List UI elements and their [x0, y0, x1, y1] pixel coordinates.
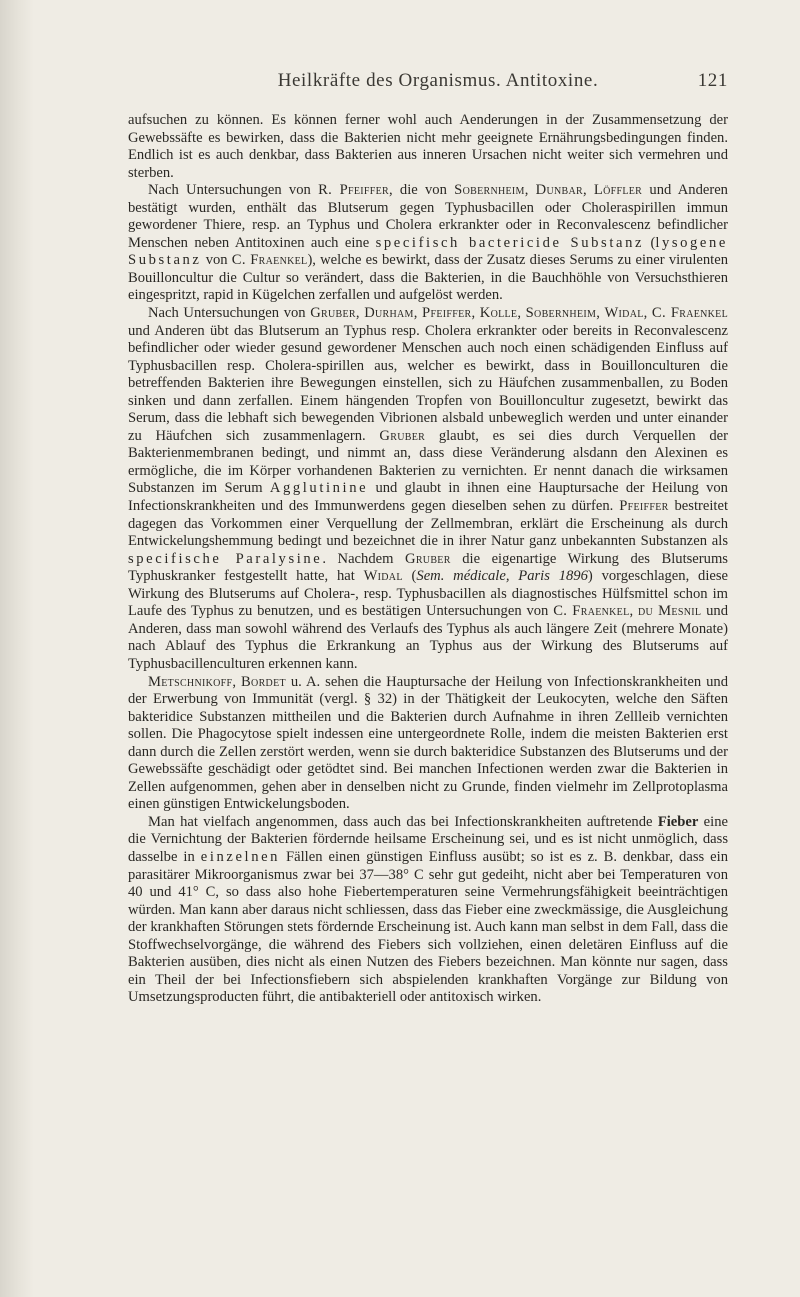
- text-run: Fieber: [657, 813, 699, 830]
- paragraph-2: [128, 182, 728, 305]
- text-run: Gruber: [405, 550, 451, 567]
- text-run: Sem. médicale, Paris 1896: [416, 568, 588, 585]
- text-run: Dunbar: [535, 182, 583, 199]
- text-run: u. A. sehen die Hauptursache der Heilung von Infectionskrankheiten und der Erwerbung von Immunität (vergl. § 32) in der Thätigkeit der Leukocyten, welche den Säften bakteridice Substanzen mittheilen und die Bakterien durch Aufnahme in ihren Zellleib vernichten sollen. Die Phagocytose spielt indessen eine untergeordnete Rolle, indem die meisten Bakterien erst dann durch die Zellen zerstört werden, wenn sie durch bakteridice Substanzen des Blutserums und der Gewebssäfte geschädigt oder getödtet sind. Bei manchen Infectionen werden zwar die Bakterien in Zellen aufgenommen, gehen aber in denselben nicht zu Grunde, finden vielmehr im Zellprotoplasma einen günstigen Entwickelungsboden.: [128, 673, 728, 813]
- running-head: [128, 70, 728, 92]
- text-run: und Anderen, dass man sowohl während des Verlaufs des Typhus als auch längere Zeit (mehrere Monate) nach Ablauf des Typhus die Erkrankung an Typhus aus der Wirkung des Blutserums auf Typhusbacillenculturen erkennen kann.: [128, 603, 728, 672]
- text-run: und glaubt in ihnen eine Hauptursache der Heilung von Infectionskrankheiten und des Immunwerdens gegen dieselben sehen zu dürfen.: [128, 480, 728, 515]
- text-run: Pfeiffer: [422, 305, 472, 322]
- text-run: bestreitet dagegen das Vorkommen einer Verquellung der Zellmembran, erklärt die Erscheinung als durch Entwickelungshemmung bedingt und bezeichnet die in ihrer Natur ganz unbekannten Substanzen als: [128, 498, 728, 550]
- text-run: Nach Untersuchungen von: [148, 305, 311, 322]
- text-run: ,: [471, 305, 480, 322]
- text-run: Löffler: [593, 182, 643, 199]
- text-run: glaubt, es sei dies durch Verquellen der Bakterienmembranen bedingt, und nimmt an, dass diese Veränderung alsdann den Alexinen es ermögliche, die im Körper vorhandenen Bakterien zu vernichten. Er nennt danach die wirksamen Substanzen im Serum: [128, 427, 728, 497]
- text-run: C. Fraenkel: [553, 603, 630, 620]
- text-run: ,: [524, 182, 536, 199]
- text-run: ,: [596, 305, 605, 322]
- text-run: (: [402, 568, 417, 585]
- text-run: Widal: [363, 568, 403, 585]
- text-run: Fällen einen günstigen Einfluss ausübt; so ist es z. B. denkbar, dass ein parasitärer Mikroorganismus zwar bei 37—38° C sehr gut gedeiht, nicht aber bei Temperaturen von 40 und 41° C, so dass also hohe Fiebertemperaturen seine Vermehrungsfähigkeit beeinträchtigen würden. Man kann aber daraus nicht schliessen, dass das Fieber eine zweckmässige, die Ausgleichung der krankhaften Störungen stets fördernde Erscheinung ist. Auch kann man selbst in dem Fall, dass die Stoffwechselvorgänge, die während des Fiebers sich vollziehen, einen deletären Einfluss auf die Bakterien ausüben, dies nicht als einen Nutzen des Fiebers bezeichnen. Man könnte nur sagen, dass ein Theil der bei Infectionsfiebern sich abspielenden krankhaften Vorgänge zur Bildung von Umsetzungsproducten führt, die antibakteriell oder antitoxisch wirken.: [128, 848, 728, 1006]
- text-run: Gruber: [310, 305, 356, 322]
- text-run: . Nachdem: [322, 550, 405, 567]
- page-gutter-shadow: [0, 0, 34, 1297]
- text-run: ,: [629, 603, 638, 620]
- text-run: Nach Untersuchungen von: [148, 182, 319, 199]
- text-run: eine die Vernichtung der Bakterien fördernde heilsame Erscheinung sei, und es ist nicht unmöglich, dass dasselbe in: [128, 813, 728, 865]
- running-head-title: Heilkräfte des Organismus. Antitoxine.: [277, 70, 599, 91]
- page-number: 121: [697, 70, 728, 91]
- text-run: specifische Paralysine: [128, 550, 323, 567]
- text-run: Metschnikoff: [148, 673, 233, 690]
- text-run: Man hat vielfach angenommen, dass auch das bei Infectionskrankheiten auftretende: [148, 813, 658, 830]
- text-run: Kolle: [479, 305, 518, 322]
- text-run: Agglutinine: [269, 480, 369, 497]
- text-run: ,: [582, 182, 594, 199]
- text-run: Sobernheim: [525, 305, 597, 322]
- text-run: ), welche es bewirkt, dass der Zusatz dieses Serums zu einer virulenten Bouilloncultur die Cultur so verändert, dass die Bakterien, in die Bauchhöhle von Versuchsthieren eingespritzt, rapid in Kügelchen zerfallen und aufgelöst werden.: [128, 252, 728, 304]
- text-run: Sobernheim: [454, 182, 525, 199]
- text-run: Pfeiffer: [619, 498, 669, 515]
- text-run: und Anderen übt das Blutserum an Typhus resp. Cholera erkrankter oder bereits in Reconvalescenz befindlicher oder wieder gesund gewordener Menschen auch noch einen schädigenden Einfluss auf Typhusbacillen resp. Cholera-spirillen aus, welcher es bewirkt, dass in Bouillonculturen die betreffenden Bakterien ihre Bewegungen einstellen, sich zu Häufchen zusammenballen, zu Boden sinken und dann zerfallen. Einem hängenden Tropfen von Bouilloncultur zugesetzt, bewirkt das Serum, dass die lebhaft sich bewegenden Vibrionen alsbald unbeweglich werden und unter einander zu Häufchen sich zusammenlagern.: [128, 322, 728, 444]
- text-run: C. Fraenkel: [231, 252, 308, 269]
- book-page: [128, 70, 728, 1007]
- body-text: [128, 112, 728, 1007]
- paragraph-1: [128, 112, 728, 182]
- text-run: Widal: [604, 305, 644, 322]
- text-run: einzelnen: [200, 848, 281, 865]
- text-run: ) vorgeschlagen, diese Wirkung des Blutserums auf Cholera-, resp. Typhusbacillen als diagnostisches Hülfsmittel schon im Laufe des Typhus zu benutzen, und es bestätigen Untersuchungen von: [128, 568, 729, 620]
- text-run: Durham: [364, 305, 414, 322]
- text-run: von: [201, 252, 232, 269]
- text-run: Bordet: [241, 673, 286, 690]
- paragraph-5: [128, 814, 728, 1007]
- text-run: R. Pfeiffer: [318, 182, 390, 199]
- text-run: aufsuchen zu können. Es können ferner wohl auch Aenderungen in der Zusammensetzung der Gewebssäfte es bewirken, dass die Bakterien nicht mehr geeignete Ernährungsbedingungen finden. Endlich ist es auch denkbar, dass Bakterien aus inneren Ursachen nicht weiter sich vermehren und sterben.: [128, 112, 728, 181]
- text-run: lysogene Substanz: [128, 234, 728, 269]
- text-run: ,: [643, 305, 652, 322]
- text-run: ,: [517, 305, 526, 322]
- text-run: die eigenartige Wirkung des Blutserums Typhuskranker festgestellt hatte, hat: [128, 550, 728, 585]
- text-run: , die von: [389, 182, 455, 199]
- text-run: und Anderen bestätigt wurden, enthält das Blutserum gegen Typhusbacillen oder Choleraspirillen immun gewordener Thiere, resp. an Typhus und Cholera erkrankter oder in Reconvalescenz befindlicher Menschen neben Antitoxinen auch eine: [128, 182, 728, 251]
- text-run: ,: [413, 305, 423, 322]
- text-run: du Mesnil: [637, 603, 702, 620]
- text-run: specifisch bactericide Substanz: [375, 234, 645, 251]
- text-run: ,: [355, 305, 365, 322]
- paragraph-3: [128, 305, 728, 673]
- text-run: ,: [232, 673, 242, 690]
- text-run: Gruber: [379, 427, 426, 444]
- paragraph-4: [128, 674, 728, 814]
- text-run: (: [644, 234, 656, 251]
- text-run: C. Fraenkel: [651, 305, 728, 322]
